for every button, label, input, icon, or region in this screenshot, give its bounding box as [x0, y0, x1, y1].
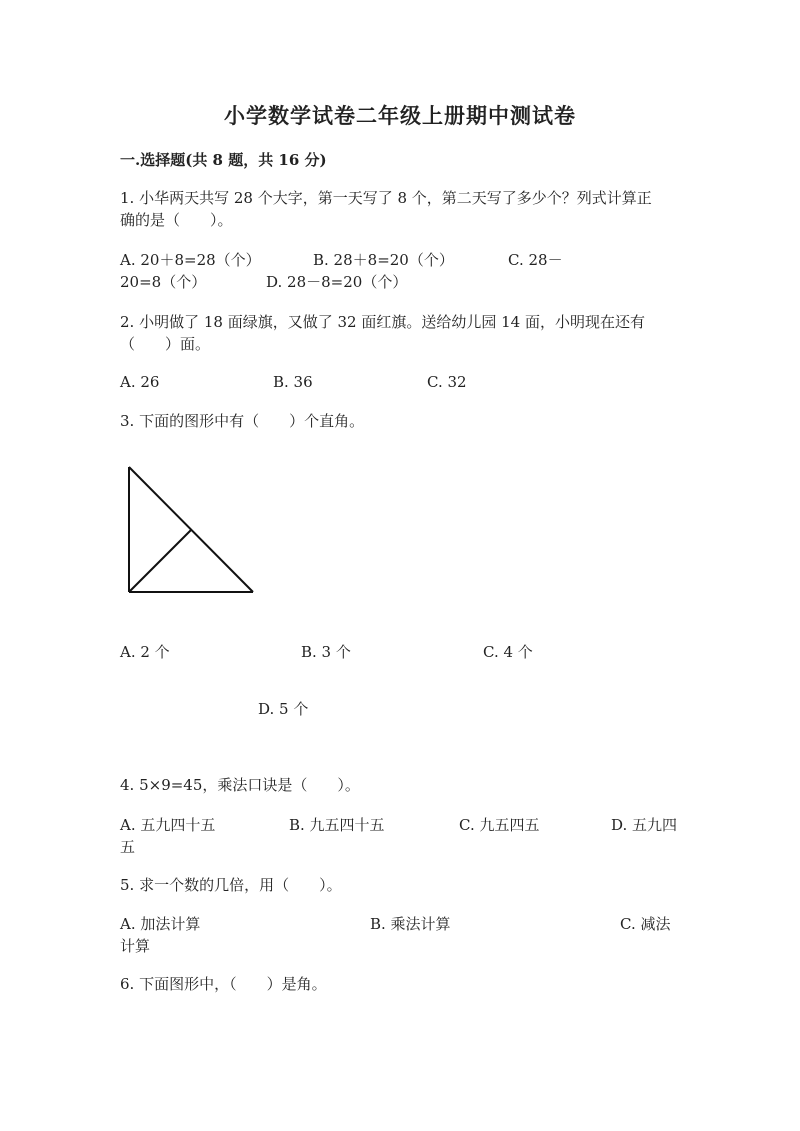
question-1-option-a: A. 20＋8=28（个） [120, 251, 261, 269]
right-angle-triangle-figure [120, 460, 265, 600]
question-5-option-b: B. 乘法计算 [370, 915, 451, 933]
question-1-option-d: D. 28－8=20（个） [266, 273, 408, 291]
question-2-option-b: B. 36 [273, 373, 313, 391]
question-3-option-d: D. 5 个 [258, 700, 309, 718]
question-3-option-c: C. 4 个 [483, 643, 533, 661]
page-title: 小学数学试卷二年级上册期中测试卷 [224, 103, 576, 128]
question-1-option-b: B. 28＋8=20（个） [313, 251, 454, 269]
question-5-option-a: A. 加法计算 [120, 915, 201, 933]
question-4-line-1: 4. 5×9=45，乘法口诀是（ ）。 [120, 776, 360, 794]
question-5-option-c-cont: 计算 [120, 937, 151, 955]
question-2-line-2: （ ）面。 [120, 335, 211, 353]
question-4-option-b: B. 九五四十五 [289, 816, 385, 834]
question-5-line-1: 5. 求一个数的几倍，用（ ）。 [120, 876, 342, 894]
question-4-option-c: C. 九五四五 [459, 816, 540, 834]
question-1-option-c: C. 28－ [508, 251, 563, 269]
question-3-option-b: B. 3 个 [301, 643, 351, 661]
question-4-option-d: D. 五九四 [611, 816, 678, 834]
question-1-line-2: 确的是（ ）。 [120, 211, 233, 229]
section-heading: 一.选择题(共 8 题，共 16 分) [120, 151, 327, 169]
question-1-option-c-cont: 20=8（个） [120, 273, 207, 291]
question-3-option-a: A. 2 个 [120, 643, 170, 661]
question-6-line-1: 6. 下面图形中，（ ）是角。 [120, 975, 327, 993]
question-2-option-a: A. 26 [120, 373, 160, 391]
question-4-option-d-cont: 五 [120, 838, 136, 856]
question-4-option-a: A. 五九四十五 [120, 816, 216, 834]
question-2-option-c: C. 32 [427, 373, 467, 391]
question-2-line-1: 2. 小明做了 18 面绿旗，又做了 32 面红旗。送给幼儿园 14 面，小明现在还有 [120, 313, 645, 331]
triangle-altitude [129, 530, 191, 592]
question-3-line-1: 3. 下面的图形中有（ ）个直角。 [120, 412, 365, 430]
question-5-option-c: C. 减法 [620, 915, 671, 933]
question-1-line-1: 1. 小华两天共写 28 个大字，第一天写了 8 个，第二天写了多少个？列式计算正 [120, 189, 652, 207]
